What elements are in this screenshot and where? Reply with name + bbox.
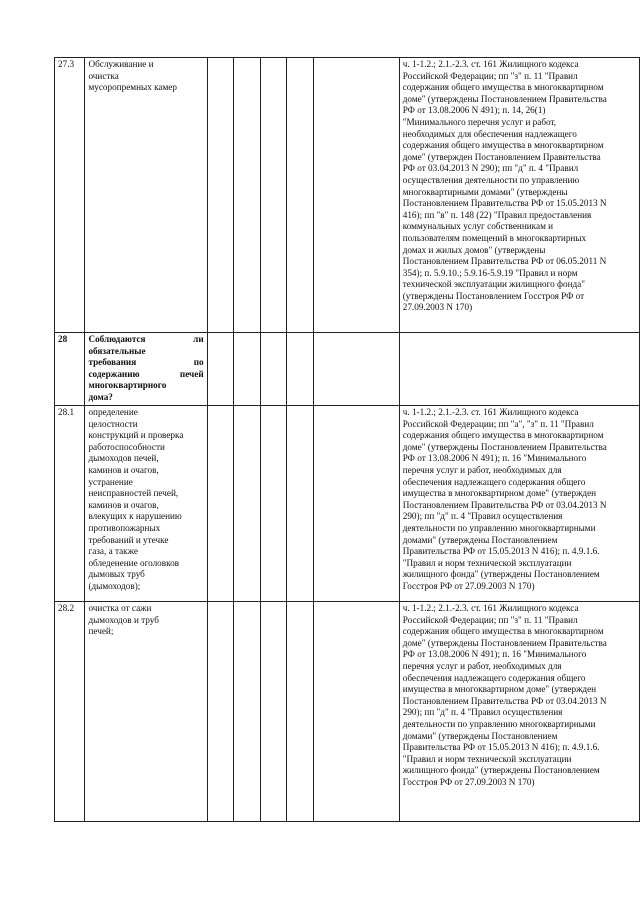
requirement-description: очистка от сажи дымоходов и труб печей; bbox=[85, 602, 207, 822]
question-line: требования по bbox=[88, 357, 204, 368]
answer-cell-na bbox=[260, 58, 287, 333]
answer-cell-na bbox=[260, 406, 287, 602]
legal-reference: ч. 1-1.2.; 2.1.-2.3. ст. 161 Жилищного кодекса Российской Федерации; пп "а", "з" п. 11 "Правил содержания общего имущества в многоквартирном доме" (утверждены Постановлением Правительства РФ от 13.08.2006 N 491); п. 16 "Минимального перечня услуг и работ, необходимых для обеспечения надлежащего содержания общего имущества в многоквартирном доме" (утвержден Постановлением Правительства РФ от 03.04.2013 N 290); пп "д" п. 4 "Правил осуществления деятельности по управлению многоквартирными домами" (утверждены Постановлением Правительства РФ от 15.05.2013 N 416); п. 4.9.1.6. "Правил и норм технической эксплуатации жилищного фонда" (утверждены Постановлением Госстроя РФ от 27.09.2003 N 170) bbox=[399, 406, 639, 602]
row-number: 27.3 bbox=[55, 58, 85, 333]
checklist-table bbox=[54, 57, 640, 822]
table-row-section bbox=[55, 333, 640, 406]
answer-cell-extra bbox=[287, 58, 314, 333]
requirement-description: определение целостности конструкций и проверка работоспособности дымоходов печей, каминов и очагов, устранение неисправностей печей, каминов и очагов, влекущих к нарушению противопожарных требований и утечке газа, а также обледенение оголовков дымовых труб (дымоходов); bbox=[85, 406, 207, 602]
comment-cell bbox=[313, 333, 399, 406]
answer-cell-yes bbox=[207, 58, 234, 333]
row-number: 28.2 bbox=[55, 602, 85, 822]
answer-cell-no bbox=[234, 602, 261, 822]
legal-reference: ч. 1-1.2.; 2.1.-2.3. ст. 161 Жилищного кодекса Российской Федерации; пп "з" п. 11 "Правил содержания общего имущества в многоквартирном доме" (утверждены Постановлением Правительства РФ от 13.08.2006 N 491); п. 14, 26(1) "Минимального перечня услуг и работ, необходимых для обеспечения надлежащего содержания общего имущества в многоквартирном доме" (утвержден Постановлением Правительства РФ от 03.04.2013 N 290); пп "д" п. 4 "Правил осуществления деятельности по управлению многоквартирными домами" (утверждены Постановлением Правительства РФ от 15.05.2013 N 416); пп "в" п. 148 (22) "Правил предоставления коммунальных услуг собственникам и пользователям помещений в многоквартирных домах и жилых домов" (утверждены Постановлением Правительства РФ от 06.05.2011 N 354); п. 5.9.10.; 5.9.16-5.9.19 "Правил и норм технической эксплуатации жилищного фонда" (утверждены Постановлением Госстроя РФ от 27.09.2003 N 170) bbox=[399, 58, 639, 333]
answer-cell-yes bbox=[207, 602, 234, 822]
question-line: многоквартирного bbox=[88, 380, 167, 391]
answer-cell-extra bbox=[287, 602, 314, 822]
row-number: 28.1 bbox=[55, 406, 85, 602]
table-row bbox=[55, 58, 640, 333]
answer-cell-no bbox=[234, 58, 261, 333]
comment-cell bbox=[313, 406, 399, 602]
answer-cell-extra bbox=[287, 406, 314, 602]
section-question bbox=[85, 333, 207, 406]
requirement-description: Обслуживание и очистка мусоропремных камер bbox=[85, 58, 207, 333]
question-line: обязательные bbox=[88, 345, 146, 356]
comment-cell bbox=[313, 58, 399, 333]
row-number: 28 bbox=[55, 333, 85, 406]
legal-reference: ч. 1-1.2.; 2.1.-2.3. ст. 161 Жилищного кодекса Российской Федерации; пп "з" п. 11 "Правил содержания общего имущества в многоквартирном доме" (утверждены Постановлением Правительства РФ от 13.08.2006 N 491); п. 16 "Минимального перечня услуг и работ, необходимых для обеспечения надлежащего содержания общего имущества в многоквартирном доме" (утвержден Постановлением Правительства РФ от 03.04.2013 N 290); пп "д" п. 4 "Правил осуществления деятельности по управлению многоквартирными домами" (утверждены Постановлением Правительства РФ от 15.05.2013 N 416); п. 4.9.1.6. "Правил и норм технической эксплуатации жилищного фонда" (утверждены Постановлением Госстроя РФ от 27.09.2003 N 170) bbox=[399, 602, 639, 822]
question-line: содержанию печей bbox=[88, 368, 204, 379]
answer-cell-extra bbox=[287, 333, 314, 406]
answer-cell-yes bbox=[207, 406, 234, 602]
question-line: Соблюдаются ли bbox=[88, 334, 204, 344]
answer-cell-yes bbox=[207, 333, 234, 406]
comment-cell bbox=[313, 602, 399, 822]
answer-cell-na bbox=[260, 602, 287, 822]
question-line: дома? bbox=[88, 391, 113, 402]
answer-cell-na bbox=[260, 333, 287, 406]
legal-reference bbox=[399, 333, 639, 406]
table-row bbox=[55, 602, 640, 822]
answer-cell-no bbox=[234, 333, 261, 406]
table-row bbox=[55, 406, 640, 602]
answer-cell-no bbox=[234, 406, 261, 602]
